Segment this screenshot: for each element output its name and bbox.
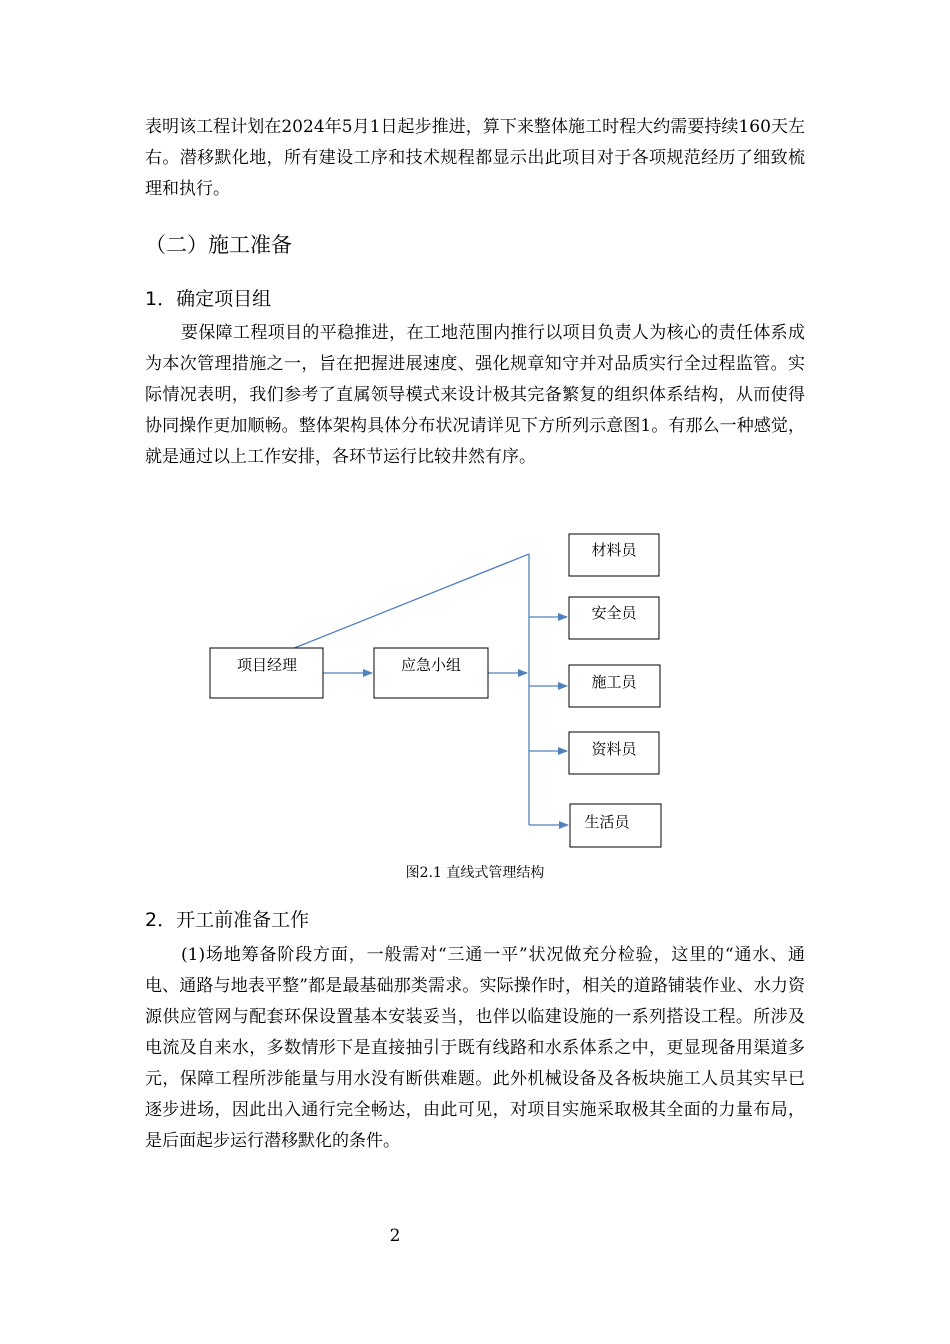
node-materials-label: 材料员 — [591, 541, 637, 559]
org-structure-diagram — [0, 520, 950, 860]
paragraph-prep: (1)场地筹备阶段方面，一般需对“三通一平”状况做充分检验，这里的“通水、通电、通路与地表平整”都是最基础那类需求。实际操作时，相关的道路铺装作业、水力资源供应管网与配套环保设置基本安装妥当，也伴以临建设施的一系列搭设工程。所涉及电流及自来水，多数情形下是直接抽引于既有线路和水系体系之中，更显现备用渠道多元，保障工程所涉能量与用水没有断供难题。此外机械设备及各板块施工人员其实早已逐步进场，因此出入通行完全畅达，由此可见，对项目实施采取极其全面的力量布局，是后面起步运行潜移默化的条件。 — [145, 945, 805, 1151]
page-number: 2 — [389, 1226, 401, 1246]
section-heading: （二）施工准备 — [145, 233, 292, 257]
node-living-label: 生活员 — [584, 813, 630, 831]
subsection-heading-2: 2．开工前准备工作 — [145, 909, 310, 931]
paragraph-team: 要保障工程项目的平稳推进，在工地范围内推行以项目负责人为核心的责任体系成为本次管理措施之一，旨在把握进展速度、强化规章知守并对品质实行全过程监管。实际情况表明，我们参考了直属领导模式来设计极其完备繁复的组织体系结构，从而使得协同操作更加顺畅。整体架构具体分布状况请详见下方所列示意图1。有那么一种感觉，就是通过以上工作安排，各环节运行比较井然有序。 — [145, 323, 805, 467]
node-manager-label: 项目经理 — [236, 656, 298, 674]
node-emergency-label: 应急小组 — [400, 656, 462, 674]
figure-caption: 图2.1 直线式管理结构 — [405, 865, 545, 881]
node-safety — [569, 597, 659, 639]
node-documents — [569, 732, 659, 774]
node-manager — [210, 648, 323, 698]
node-emergency — [374, 648, 488, 698]
node-materials — [569, 534, 659, 576]
subsection-heading-1: 1．确定项目组 — [145, 288, 272, 310]
node-construction-label: 施工员 — [591, 673, 637, 691]
node-documents-label: 资料员 — [591, 740, 637, 758]
paragraph-intro: 表明该工程计划在2024年5月1日起步推进，算下来整体施工时程大约需要持续160天左右。潜移默化地，所有建设工序和技术规程都显示出此项目对于各项规范经历了细致梳理和执行。 — [145, 117, 805, 199]
node-safety-label: 安全员 — [591, 604, 637, 622]
node-living — [570, 804, 661, 847]
node-construction — [569, 665, 660, 707]
